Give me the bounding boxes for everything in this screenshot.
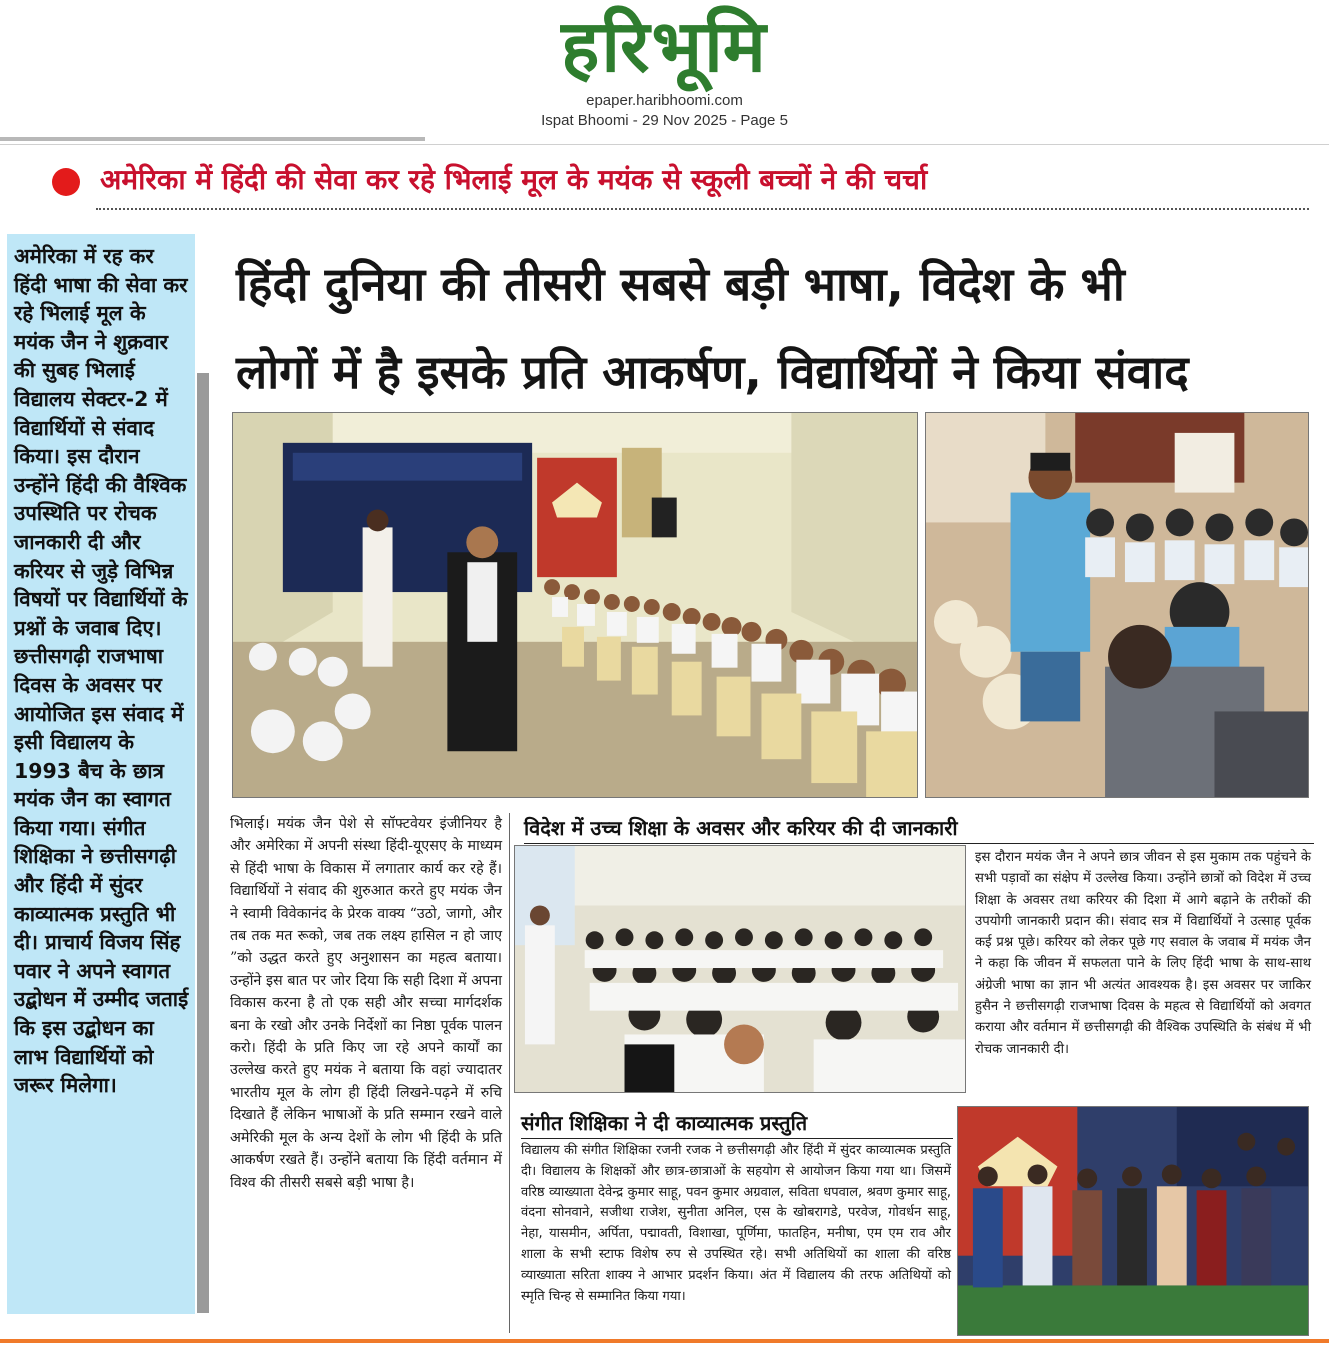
site-url[interactable]: epaper.haribhoomi.com <box>586 92 743 109</box>
bottom-rule <box>0 1339 1329 1343</box>
article-body-music: विद्यालय की संगीत शिक्षिका रजनी रजक ने छत्तीसगढ़ी और हिंदी में सुंदर काव्यात्मक प्रस्तुति दी। विद्यालय के शिक्षकों और छात्र-छात्राओं के सहयोग से आयोजन किया गया था। जिसमें वरिष्ठ व्याख्याता देवेन्द्र कुमार साहू, पवन कुमार अग्रवाल, सविता धपवाल, श्रवण कुमार साहू, वंदना सोनवाने, सजीथा राजेश, सुनीता अनिल, एस के खोबरागडे, परवेज, गोवर्धन साहू, नेहा, यासमीन, अर्पिता, पद्मावती, विशाखा, पूर्णिमा, फातहिन, मनीषा, एम एम राव और शाला के सभी स्टाफ विशेष रुप से उपस्थित रहे। सभी अतिथियों का शाला की वरिष्ठ व्याख्याता सरिता शाक्य ने आभार प्रदर्शन किया। अंत में विद्यालय की तरफ अतिथियों को स्मृति चिन्ह से सम्मानित किया गया। <box>521 1143 951 1304</box>
column-divider <box>509 813 510 1333</box>
masthead-divider <box>0 144 1329 145</box>
photo-students-listening <box>514 845 966 1093</box>
summary-text: अमेरिका में रह कर हिंदी भाषा की सेवा कर रहे भिलाई मूल के मयंक जैन ने शुक्रवार की सुबह भिलाई विद्यालय सेक्टर-2 में विद्यार्थियों से संवाद किया। इस दौरान उन्होंने हिंदी की वैश्विक उपस्थिति पर रोचक जानकारी दी और करियर से जुड़े विभिन्न विषयों पर विद्यार्थियों के प्रश्नों के जवाब दिए। छत्तीसगढ़ी राजभाषा दिवस के अवसर पर आयोजित इस संवाद में इसी विद्यालय के 1993 बैच के छात्र मयंक जैन का स्वागत किया गया। संगीत शिक्षिका ने छत्तीसगढ़ी और हिंदी में सुंदर काव्यात्मक प्रस्तुति भी दी। प्राचार्य विजय सिंह पवार ने अपने स्वागत उद्बोधन में उम्मीद जताई कि इस उद्बोधन का लाभ विद्यार्थियों को जरूर मिलेगा। <box>14 244 189 1098</box>
article-body-career: इस दौरान मयंक जैन ने अपने छात्र जीवन से इस मुकाम तक पहुंचने के सभी पड़ावों का संक्षेप में उल्लेख किया। उन्होंने छात्रों को विदेश में उच्च शिक्षा के अवसर तथा करियर की दिशा में आगे बढ़ाने के तरीकों की उपयोगी जानकारी प्रदान की। संवाद सत्र में विद्यार्थियों ने उत्साह पूर्वक कई प्रश्न पूछे। करियर को लेकर पूछे गए सवाल के जवाब में मयंक जैन ने कहा कि जीवन में सफलता पाने के लिए हिंदी भाषा के साथ-साथ अंग्रेजी भाषा का ज्ञान भी अत्यंत आवश्यक है। इस अवसर पर जाकिर हुसैन ने छत्तीसगढ़ी राजभाषा दिवस के महत्व से विद्यार्थियों को अवगत कराया और वर्तमान में छत्तीसगढ़ी की वैश्विक उपस्थिति के संबंध में भी रोचक जानकारी दी। <box>975 850 1311 1057</box>
masthead-rule <box>0 137 425 141</box>
red-bullet-icon <box>52 168 80 196</box>
photo-speaker-hall <box>232 412 918 798</box>
masthead <box>0 0 1329 140</box>
headline-line-1: हिंदी दुनिया की तीसरी सबसे बड़ी भाषा, विदेश के भी <box>236 257 1125 311</box>
subheading-career: विदेश में उच्च शिक्षा के अवसर और करियर की दी जानकारी <box>524 814 1314 844</box>
summary-box-shadow <box>197 373 209 1313</box>
article-body-main: भिलाई। मयंक जैन पेशे से सॉफ्टवेयर इंजीनियर है और अमेरिका में अपनी संस्था हिंदी-यूएसए के माध्यम से हिंदी भाषा के विकास में लगातार कार्य कर रहे हैं। विद्यार्थियों ने संवाद की शुरुआत करते हुए मयंक जैन ने स्वामी विवेकानंद के प्रेरक वाक्य “उठो, जागो, और तब तक मत रूको, जब तक लक्ष्य हासिल न हो जाए ”को उद्धत करते हुए अनुशासन का महत्व बताया। उन्होंने इस बात पर जोर दिया कि सही दिशा में अपना विकास करना है तो एक सही और सच्चा मार्गदर्शक बना के रखो और उनके निर्देशों का निष्ठा पूर्वक पालन करो। हिंदी के प्रति किए जा रहे अपने कार्यों का उल्लेख करते हुए मयंक ने बताया कि वहां ज्यादातर भारतीय मूल के लोग ही हिंदी लिखने-पढ़ने में रुचि दिखाते हैं लेकिन भाषाओं के प्रति सम्मान रखने वाले अमेरिकी मूल के अन्य देशों के लोग भी हिंदी के प्रति आकर्षण रखते हैं। उन्होंने बताया कि हिंदी वर्तमान में विश्व की तीसरी सबसे बड़ी भाषा है। <box>230 816 502 1191</box>
newspaper-logo: हरिभूमि <box>561 3 768 88</box>
dotted-divider <box>96 208 1309 210</box>
edition-info: Ispat Bhoomi - 29 Nov 2025 - Page 5 <box>541 112 788 129</box>
summary-box <box>7 234 195 1314</box>
kicker-headline: अमेरिका में हिंदी की सेवा कर रहे भिलाई मूल के मयंक से स्कूली बच्चों ने की चर्चा <box>100 163 928 196</box>
subheading-music: संगीत शिक्षिका ने दी काव्यात्मक प्रस्तुति <box>521 1109 953 1139</box>
main-headline <box>236 240 1311 416</box>
photo-student-question <box>925 412 1309 798</box>
headline-line-2: लोगों में है इसके प्रति आकर्षण, विद्यार्थियों ने किया संवाद <box>236 345 1189 399</box>
photo-guests-felicitation <box>957 1106 1309 1336</box>
